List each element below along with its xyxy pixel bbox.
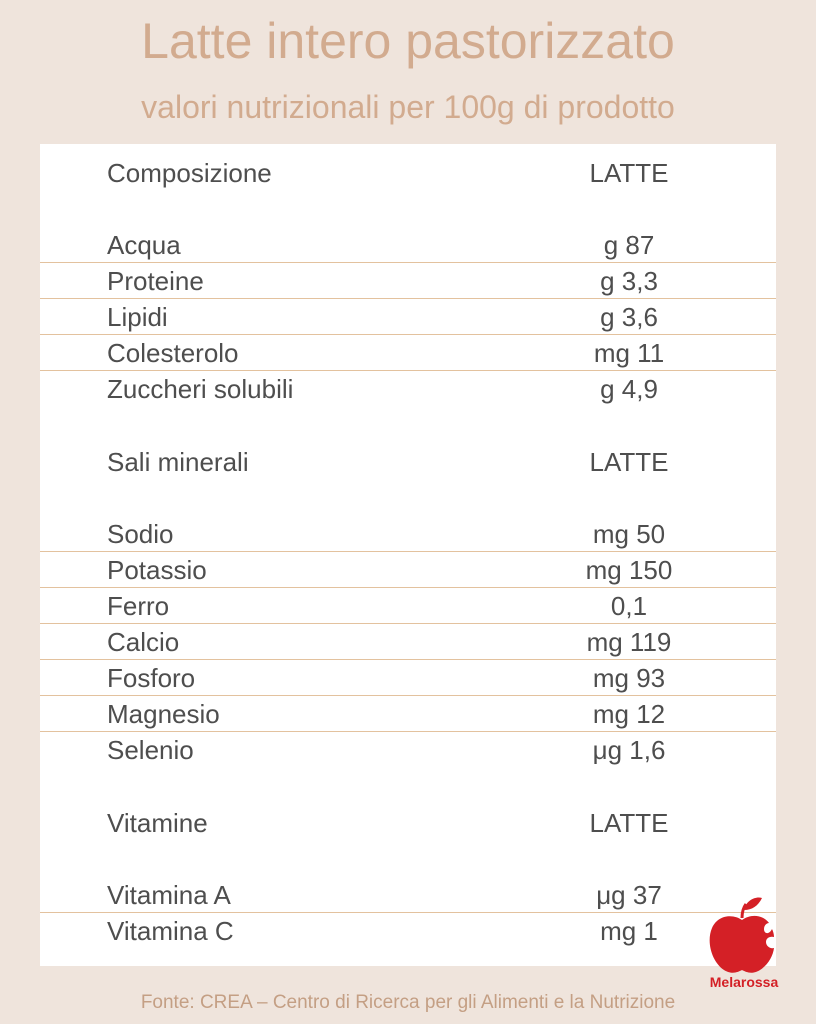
nutrient-value: g 4,9: [600, 374, 658, 404]
section-header-composizione: [40, 154, 776, 190]
table-row: [40, 262, 776, 299]
table-row: [40, 623, 776, 660]
nutrient-value: g 3,6: [600, 302, 658, 332]
melarossa-logo: [700, 896, 788, 992]
nutrient-label: Selenio: [107, 735, 194, 765]
section-header-label: Composizione: [107, 158, 272, 188]
nutrient-value: mg 11: [593, 338, 665, 368]
nutrient-label: Vitamina A: [107, 880, 231, 910]
nutrient-value: mg 12: [592, 699, 666, 729]
section-header-label: Vitamine: [107, 808, 208, 838]
nutrient-label: Lipidi: [107, 302, 168, 332]
table-row: [40, 551, 776, 588]
table-row: [40, 370, 776, 406]
section-header-label: Sali minerali: [107, 447, 249, 477]
table-row: [40, 912, 776, 948]
nutrient-value: g 3,3: [600, 266, 658, 296]
source-footer: Fonte: CREA – Centro di Ricerca per gli Alimenti e la Nutrizione: [140, 992, 676, 1013]
nutrient-value: mg 1: [600, 916, 658, 946]
page-subtitle: valori nutrizionali per 100g di prodotto: [141, 89, 675, 125]
nutrient-label: Magnesio: [107, 699, 220, 729]
nutrient-value: mg 93: [592, 663, 666, 693]
table-row: [40, 515, 776, 552]
section-header-sali-minerali: [40, 443, 776, 479]
table-row: [40, 659, 776, 696]
nutrient-value: μg 1,6: [592, 735, 666, 765]
nutrient-value: μg 37: [596, 880, 662, 910]
nutrient-value: mg 50: [592, 519, 666, 549]
nutrient-label: Calcio: [107, 627, 180, 657]
table-row: [40, 226, 776, 263]
nutrient-value: mg 150: [585, 555, 673, 585]
section-header-value: LATTE: [589, 808, 669, 838]
section-header-value: LATTE: [589, 447, 669, 477]
nutrient-label: Potassio: [107, 555, 207, 585]
nutrient-value: 0,1: [610, 591, 648, 621]
section-header-value: LATTE: [589, 158, 669, 188]
page-title: Latte intero pastorizzato: [141, 13, 675, 69]
nutrition-table: [40, 144, 776, 966]
table-row: [40, 731, 776, 767]
nutrient-label: Ferro: [107, 591, 170, 621]
nutrient-label: Proteine: [107, 266, 204, 296]
table-row: [40, 587, 776, 624]
nutrient-label: Sodio: [107, 519, 174, 549]
section-header-vitamine: [40, 804, 776, 840]
logo-text: Melarossa: [709, 974, 779, 990]
nutrient-value: g 87: [603, 230, 655, 260]
nutrient-label: Acqua: [107, 230, 181, 260]
table-row: [40, 695, 776, 732]
apple-icon: [700, 896, 788, 976]
nutrient-label: Fosforo: [107, 663, 196, 693]
table-row: [40, 876, 776, 913]
table-row: [40, 298, 776, 335]
nutrient-label: Colesterolo: [107, 338, 239, 368]
nutrient-label: Zuccheri solubili: [107, 374, 294, 404]
nutrient-label: Vitamina C: [107, 916, 234, 946]
nutrient-value: mg 119: [586, 627, 672, 657]
table-row: [40, 334, 776, 371]
